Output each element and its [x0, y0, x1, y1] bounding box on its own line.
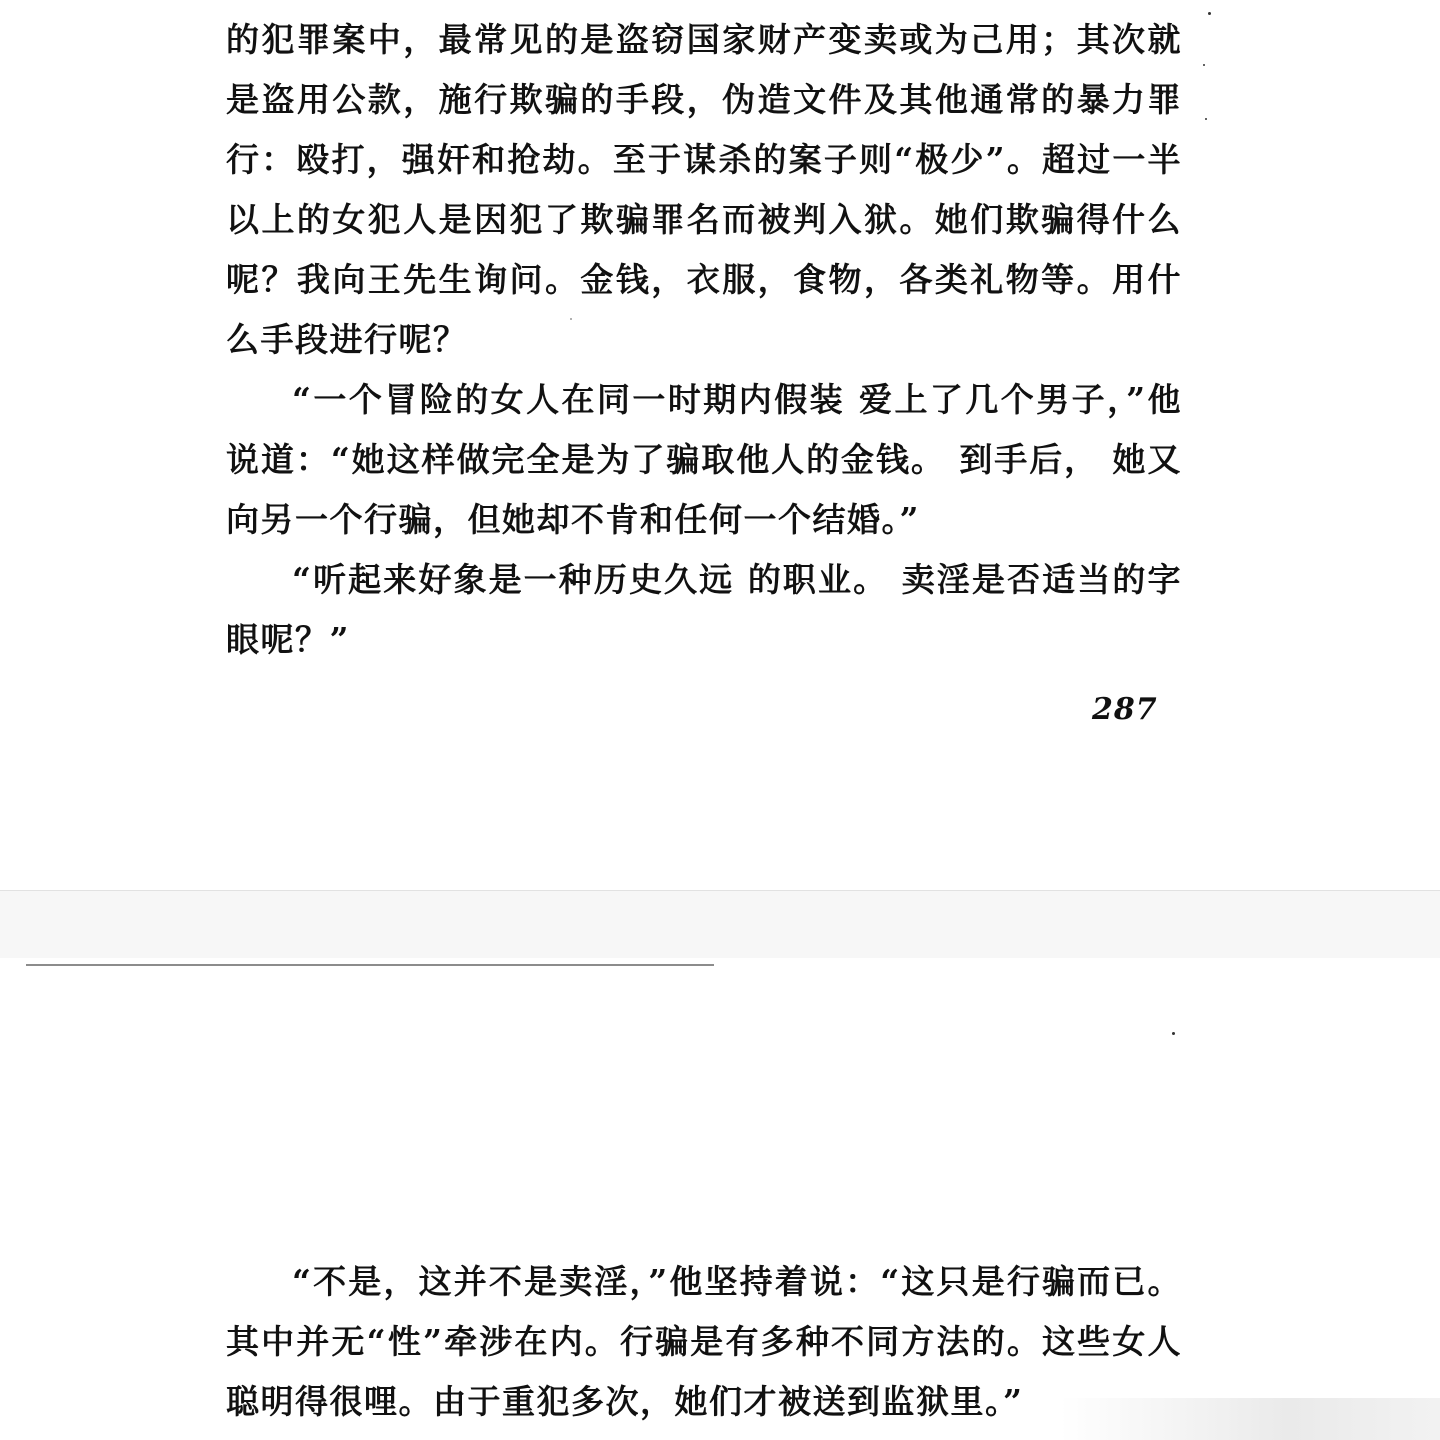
scan-speck — [1208, 12, 1211, 15]
scan-speck — [1203, 64, 1205, 66]
top-page-body-text — [226, 10, 1182, 670]
paragraph: “不是，这并不是卖淫，”他坚持着说：“这只是行骗而已。其中并无“性”牵涉在内。行骗是有多种不同方法的。这些女人聪明得很哩。由于重犯多次，她们才被送到监狱里。” — [226, 1262, 1182, 1421]
page-separator — [0, 890, 1440, 960]
scan-speck — [1205, 118, 1207, 120]
paragraph: “听起来好象是一种历史久远 的职业。 卖淫是否适当的字眼呢？” — [226, 560, 1182, 659]
paragraph: 的犯罪案中，最常见的是盗窃国家财产变卖或为己用；其次就是盗用公款，施行欺骗的手段，伪造文件及其他通常的暴力罪行：殴打，强奸和抢劫。至于谋杀的案子则“极少”。超过一半以上的女犯人是因犯了欺骗罪名而被判入狱。她们欺骗得什么呢？我向王先生询问。金钱，衣服，食物，各类礼物等。用什么手段进行呢？ — [226, 20, 1182, 359]
page-number: 287 — [1092, 692, 1158, 727]
page-top-rule — [26, 964, 714, 966]
scan-fade-edge — [1060, 1398, 1440, 1440]
scan-speck — [1172, 1032, 1175, 1035]
paragraph: “一个冒险的女人在同一时期内假装 爱上了几个男子，”他说道：“她这样做完全是为了骗取他人的金钱。 到手后， 她又向另一个行骗，但她却不肯和任何一个结婚。” — [226, 380, 1182, 539]
bottom-page-body-text — [226, 1252, 1182, 1432]
